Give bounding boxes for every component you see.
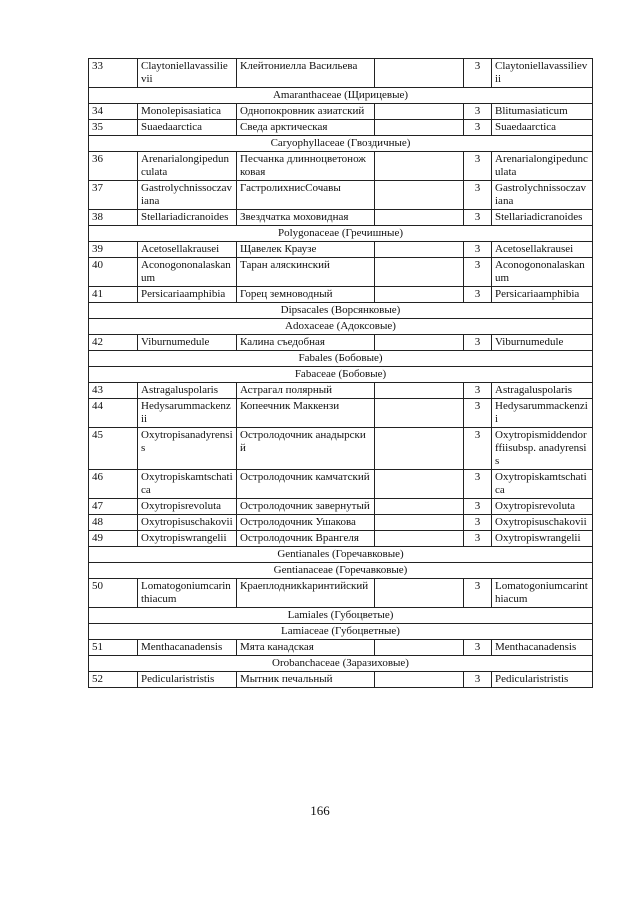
cell-category: 3 <box>464 335 492 351</box>
table-row <box>89 579 593 608</box>
cell-latin-name: Oxytropiswrangelii <box>138 531 237 547</box>
cell-russian-name: Остролодочник Врангеля <box>237 531 375 547</box>
cell-latin-name-current: Aconogononalaskanum <box>492 258 593 287</box>
cell-latin-name: Aconogononalaskanum <box>138 258 237 287</box>
cell-russian-name: Краеплодникkаринтийский <box>237 579 375 608</box>
table-section-row <box>89 547 593 563</box>
cell-category: 3 <box>464 242 492 258</box>
table-section-row <box>89 563 593 579</box>
table-row <box>89 383 593 399</box>
cell-latin-name: Viburnumedule <box>138 335 237 351</box>
table-section-row <box>89 226 593 242</box>
cell-russian-name: Песчанка длинноцветоножковая <box>237 152 375 181</box>
section-heading: Amaranthaceae (Щирицевые) <box>89 88 593 104</box>
table-row <box>89 181 593 210</box>
cell-latin-name-current: Oxytropisuschakovii <box>492 515 593 531</box>
cell-blank <box>375 335 464 351</box>
cell-number: 38 <box>89 210 138 226</box>
cell-latin-name: Claytoniellavassilievii <box>138 59 237 88</box>
cell-blank <box>375 120 464 136</box>
cell-russian-name: Мытник печальный <box>237 672 375 688</box>
cell-russian-name: Сведа арктическая <box>237 120 375 136</box>
document-page <box>88 58 592 688</box>
cell-latin-name: Suaedaarctica <box>138 120 237 136</box>
table-row <box>89 470 593 499</box>
cell-russian-name: Остролодочник Ушакова <box>237 515 375 531</box>
cell-blank <box>375 242 464 258</box>
cell-number: 46 <box>89 470 138 499</box>
cell-russian-name: Щавелек Краузе <box>237 242 375 258</box>
cell-blank <box>375 287 464 303</box>
cell-number: 42 <box>89 335 138 351</box>
cell-category: 3 <box>464 59 492 88</box>
cell-latin-name-current: Persicariaamphibia <box>492 287 593 303</box>
table-row <box>89 335 593 351</box>
cell-latin-name: Lomatogoniumcarinthiacum <box>138 579 237 608</box>
table-row <box>89 258 593 287</box>
cell-latin-name: Oxytropisrevoluta <box>138 499 237 515</box>
cell-latin-name: Stellariadicranoides <box>138 210 237 226</box>
cell-category: 3 <box>464 258 492 287</box>
table-row <box>89 59 593 88</box>
cell-category: 3 <box>464 181 492 210</box>
cell-number: 39 <box>89 242 138 258</box>
table-row <box>89 242 593 258</box>
table-body <box>89 59 593 688</box>
section-heading: Lamiaceae (Губоцветные) <box>89 624 593 640</box>
section-heading: Fabales (Бобовые) <box>89 351 593 367</box>
cell-blank <box>375 59 464 88</box>
cell-russian-name: Калина съедобная <box>237 335 375 351</box>
cell-blank <box>375 640 464 656</box>
table-row <box>89 210 593 226</box>
cell-latin-name-current: Oxytropisrevoluta <box>492 499 593 515</box>
cell-latin-name-current: Lomatogoniumcarinthiacum <box>492 579 593 608</box>
cell-russian-name: Остролодочник завернутый <box>237 499 375 515</box>
table-row <box>89 499 593 515</box>
cell-blank <box>375 579 464 608</box>
cell-latin-name: Acetosellakrausei <box>138 242 237 258</box>
cell-blank <box>375 383 464 399</box>
cell-category: 3 <box>464 104 492 120</box>
cell-category: 3 <box>464 515 492 531</box>
section-heading: Gentianales (Горечавковые) <box>89 547 593 563</box>
cell-category: 3 <box>464 399 492 428</box>
cell-latin-name: Hedysarummackenzii <box>138 399 237 428</box>
table-section-row <box>89 624 593 640</box>
table-row <box>89 428 593 470</box>
cell-russian-name: ГастролихнисСочавы <box>237 181 375 210</box>
cell-russian-name: Таран аляскинский <box>237 258 375 287</box>
cell-latin-name-current: Claytoniellavassilievii <box>492 59 593 88</box>
cell-number: 33 <box>89 59 138 88</box>
cell-latin-name-current: Oxytropiskamtschatica <box>492 470 593 499</box>
cell-blank <box>375 181 464 210</box>
cell-category: 3 <box>464 499 492 515</box>
table-row <box>89 120 593 136</box>
table-section-row <box>89 319 593 335</box>
table-section-row <box>89 351 593 367</box>
cell-latin-name: Pedicularistristis <box>138 672 237 688</box>
section-heading: Lamiales (Губоцветые) <box>89 608 593 624</box>
cell-latin-name-current: Suaedaarctica <box>492 120 593 136</box>
cell-latin-name: Gastrolychnissoczaviana <box>138 181 237 210</box>
cell-latin-name: Oxytropiskamtschatica <box>138 470 237 499</box>
cell-blank <box>375 428 464 470</box>
section-heading: Gentianaceae (Горечавковые) <box>89 563 593 579</box>
cell-number: 40 <box>89 258 138 287</box>
cell-category: 3 <box>464 210 492 226</box>
cell-latin-name: Persicariaamphibia <box>138 287 237 303</box>
cell-latin-name-current: Blitumasiaticum <box>492 104 593 120</box>
table-section-row <box>89 608 593 624</box>
cell-russian-name: Астрагал полярный <box>237 383 375 399</box>
cell-blank <box>375 258 464 287</box>
cell-category: 3 <box>464 428 492 470</box>
cell-blank <box>375 470 464 499</box>
table-row <box>89 287 593 303</box>
cell-russian-name: Звездчатка моховидная <box>237 210 375 226</box>
cell-number: 45 <box>89 428 138 470</box>
cell-blank <box>375 531 464 547</box>
cell-blank <box>375 152 464 181</box>
cell-category: 3 <box>464 531 492 547</box>
section-heading: Adoxaceae (Адоксовые) <box>89 319 593 335</box>
cell-latin-name-current: Oxytropiswrangelii <box>492 531 593 547</box>
cell-russian-name: Мята канадская <box>237 640 375 656</box>
cell-latin-name-current: Astragaluspolaris <box>492 383 593 399</box>
cell-category: 3 <box>464 287 492 303</box>
cell-category: 3 <box>464 120 492 136</box>
cell-latin-name: Menthacanadensis <box>138 640 237 656</box>
cell-category: 3 <box>464 640 492 656</box>
cell-latin-name-current: Arenarialongipedunculata <box>492 152 593 181</box>
cell-number: 47 <box>89 499 138 515</box>
species-table <box>88 58 593 688</box>
cell-category: 3 <box>464 470 492 499</box>
cell-russian-name: Остролодочник камчатский <box>237 470 375 499</box>
section-heading: Fabaceae (Бобовые) <box>89 367 593 383</box>
cell-blank <box>375 399 464 428</box>
cell-category: 3 <box>464 383 492 399</box>
cell-category: 3 <box>464 579 492 608</box>
cell-blank <box>375 499 464 515</box>
table-row <box>89 399 593 428</box>
table-section-row <box>89 88 593 104</box>
page-number: 166 <box>310 803 330 818</box>
cell-category: 3 <box>464 672 492 688</box>
cell-number: 43 <box>89 383 138 399</box>
cell-number: 49 <box>89 531 138 547</box>
cell-latin-name-current: Viburnumedule <box>492 335 593 351</box>
cell-latin-name: Oxytropisuschakovii <box>138 515 237 531</box>
table-row <box>89 104 593 120</box>
cell-latin-name-current: Stellariadicranoides <box>492 210 593 226</box>
section-heading: Polygonaceae (Гречишные) <box>89 226 593 242</box>
section-heading: Orobanchaceae (Заразиховые) <box>89 656 593 672</box>
cell-blank <box>375 104 464 120</box>
cell-blank <box>375 515 464 531</box>
section-heading: Caryophyllaceae (Гвоздичные) <box>89 136 593 152</box>
cell-latin-name-current: Oxytropismiddendorffiisubsp. anadyrensis <box>492 428 593 470</box>
cell-latin-name-current: Hedysarummackenzii <box>492 399 593 428</box>
table-row <box>89 640 593 656</box>
table-section-row <box>89 303 593 319</box>
cell-latin-name: Monolepisasiatica <box>138 104 237 120</box>
table-section-row <box>89 656 593 672</box>
cell-russian-name: Остролодочник анадырский <box>237 428 375 470</box>
cell-number: 52 <box>89 672 138 688</box>
table-row <box>89 672 593 688</box>
cell-latin-name: Oxytropisanadyrensis <box>138 428 237 470</box>
cell-latin-name: Arenarialongipedunculata <box>138 152 237 181</box>
cell-number: 34 <box>89 104 138 120</box>
cell-latin-name-current: Gastrolychnissoczaviana <box>492 181 593 210</box>
table-row <box>89 531 593 547</box>
cell-number: 35 <box>89 120 138 136</box>
cell-russian-name: Копеечник Маккензи <box>237 399 375 428</box>
cell-latin-name-current: Pedicularistristis <box>492 672 593 688</box>
cell-latin-name: Astragaluspolaris <box>138 383 237 399</box>
cell-category: 3 <box>464 152 492 181</box>
cell-number: 41 <box>89 287 138 303</box>
cell-russian-name: Горец земноводный <box>237 287 375 303</box>
cell-number: 37 <box>89 181 138 210</box>
cell-number: 48 <box>89 515 138 531</box>
cell-blank <box>375 210 464 226</box>
cell-number: 51 <box>89 640 138 656</box>
cell-latin-name-current: Menthacanadensis <box>492 640 593 656</box>
table-section-row <box>89 367 593 383</box>
section-heading: Dipsacales (Ворсянковые) <box>89 303 593 319</box>
cell-number: 50 <box>89 579 138 608</box>
table-section-row <box>89 136 593 152</box>
table-row <box>89 515 593 531</box>
cell-number: 44 <box>89 399 138 428</box>
cell-latin-name-current: Acetosellakrausei <box>492 242 593 258</box>
cell-number: 36 <box>89 152 138 181</box>
cell-blank <box>375 672 464 688</box>
cell-russian-name: Клейтониелла Васильева <box>237 59 375 88</box>
table-row <box>89 152 593 181</box>
cell-russian-name: Однопокровник азиатский <box>237 104 375 120</box>
